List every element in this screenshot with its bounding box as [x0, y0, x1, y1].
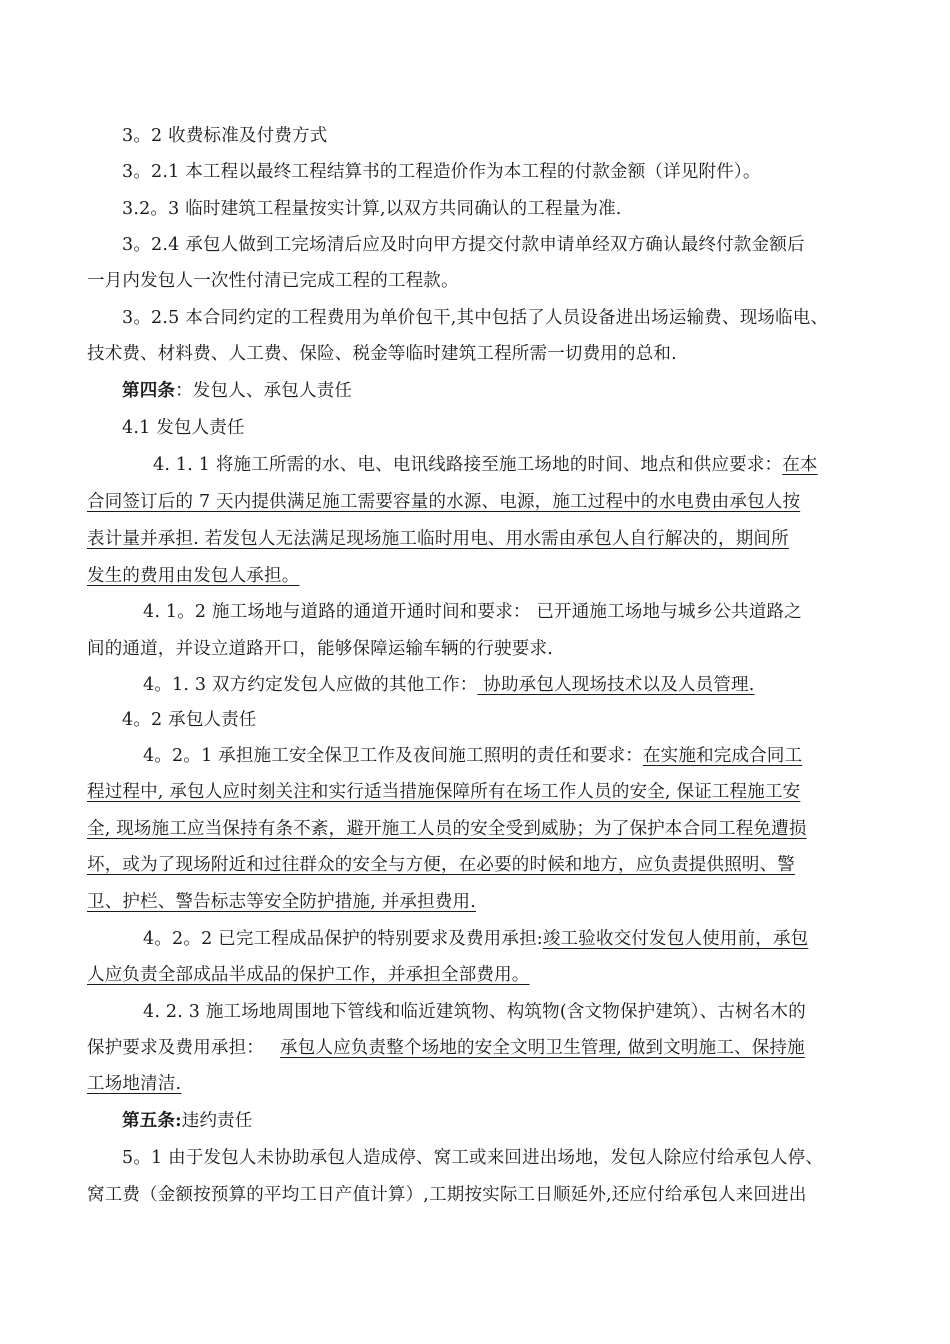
- clause-4-2-1: [143, 744, 802, 768]
- section-4-2-heading: 4。2 承包人责任: [122, 710, 257, 730]
- clause-4-2-3-text: 保护要求及费用承担：: [87, 1038, 264, 1058]
- clause-4-2-2-text: 4。2。2 已完工程成品保护的特别要求及费用承担:: [143, 929, 543, 949]
- clause-5-1: 5。1 由于发包人未协助承包人造成停、窝工或来回进出场地，发包人除应付给承包人停、: [122, 1148, 824, 1168]
- clause-4-2-1-cont-4: 卫、护栏、警告标志等安全防护措施, 并承担费用.: [87, 892, 476, 912]
- clause-4-2-1-cont-3: 坏，或为了现场附近和过往群众的安全与方便，在必要的时候和地方，应负责提供照明、警: [87, 855, 795, 875]
- clause-4-2-2-answer: 竣工验收交付发包人使用前，承包: [542, 929, 809, 949]
- clause-4-1-1-cont-1: 合同签订后的 7 天内提供满足施工需要容量的水源、电源，施工过程中的水电费由承包人按: [87, 492, 801, 512]
- clause-4-1-3-text: 4。1. 3 双方约定发包人应做的其他工作：: [143, 675, 478, 695]
- clause-3-2-1: 3。2.1 本工程以最终工程结算书的工程造价作为本工程的付款金额（详见附件）。: [122, 162, 761, 182]
- clause-4-1-2-cont: 间的通道，并设立道路开口，能够保障运输车辆的行驶要求.: [87, 639, 553, 659]
- clause-4-2-1-cont-2: 全, 现场施工应当保持有条不紊，避开施工人员的安全受到威胁；为了保护本合同工程免遭损: [87, 819, 807, 839]
- article-four-heading: [122, 379, 352, 403]
- clause-4-2-2-cont: 人应负责全部成品半成品的保护工作，并承担全部费用。: [87, 965, 530, 985]
- clause-3-2-4-cont: 一月内发包人一次性付清已完成工程的工程款。: [87, 271, 459, 291]
- section-heading-fees: 3。2 收费标准及付费方式: [122, 126, 328, 146]
- clause-4-2-3-cont: [87, 1036, 805, 1060]
- article-five-label: 第五条:: [122, 1111, 182, 1131]
- clause-4-2-3-answer: 承包人应负责整个场地的安全文明卫生管理, 做到文明施工、保持施: [280, 1038, 805, 1058]
- clause-4-2-2: [143, 927, 808, 951]
- clause-3-2-5: 3。2.5 本合同约定的工程费用为单价包干,其中包括了人员设备进出场运输费、现场临电、: [122, 308, 829, 328]
- clause-4-2-1-text: 4。2。1 承担施工安全保卫工作及夜间施工照明的责任和要求：: [143, 746, 643, 766]
- article-five-title: 违约责任: [181, 1111, 253, 1131]
- clause-3-2-4: 3。2.4 承包人做到工完场清后应及时向甲方提交付款申请单经双方确认最终付款金额后: [122, 235, 805, 255]
- article-four-title: ：发包人、承包人责任: [175, 381, 353, 401]
- clause-4-1-1: [153, 453, 818, 477]
- clause-4-2-1-answer: 在实施和完成合同工: [642, 746, 803, 766]
- clause-4-1-3-answer: 协助承包人现场技术以及人员管理.: [477, 675, 755, 695]
- clause-4-2-1-cont-1: 程过程中, 承包人应时刻关注和实行适当措施保障所有在场工作人员的安全, 保证工程施工安: [87, 782, 801, 802]
- article-five-heading: [122, 1109, 253, 1133]
- section-4-1-heading: 4.1 发包人责任: [122, 418, 245, 438]
- clause-4-1-2: 4. 1。2 施工场地与道路的通道开通时间和要求： 已开通施工场地与城乡公共道路之: [143, 602, 802, 622]
- clause-4-1-3: [143, 673, 755, 697]
- clause-4-2-3: 4. 2. 3 施工场地周围地下管线和临近建筑物、构筑物(含文物保护建筑）、古树名木的: [143, 1002, 806, 1022]
- clause-4-2-3-cont-2: 工场地清洁.: [87, 1074, 182, 1094]
- clause-4-1-1-answer: 在本: [782, 455, 818, 475]
- clause-4-1-1-text: 4. 1. 1 将施工所需的水、电、电讯线路接至施工场地的时间、地点和供应要求：: [153, 455, 783, 475]
- clause-5-1-cont: 窝工费（金额按预算的平均工日产值计算）,工期按实际工日顺延外,还应付给承包人来回进出: [87, 1185, 807, 1205]
- clause-4-1-1-cont-2: 表计量并承担. 若发包人无法满足现场施工临时用电、用水需由承包人自行解决的，期间所: [87, 529, 789, 549]
- clause-4-1-1-cont-3: 发生的费用由发包人承担。: [87, 566, 300, 586]
- clause-3-2-5-cont: 技术费、材料费、人工费、保险、税金等临时建筑工程所需一切费用的总和.: [87, 344, 677, 364]
- article-four-label: 第四条: [122, 381, 176, 401]
- clause-3-2-3: 3.2。3 临时建筑工程量按实计算,以双方共同确认的工程量为准.: [122, 199, 622, 219]
